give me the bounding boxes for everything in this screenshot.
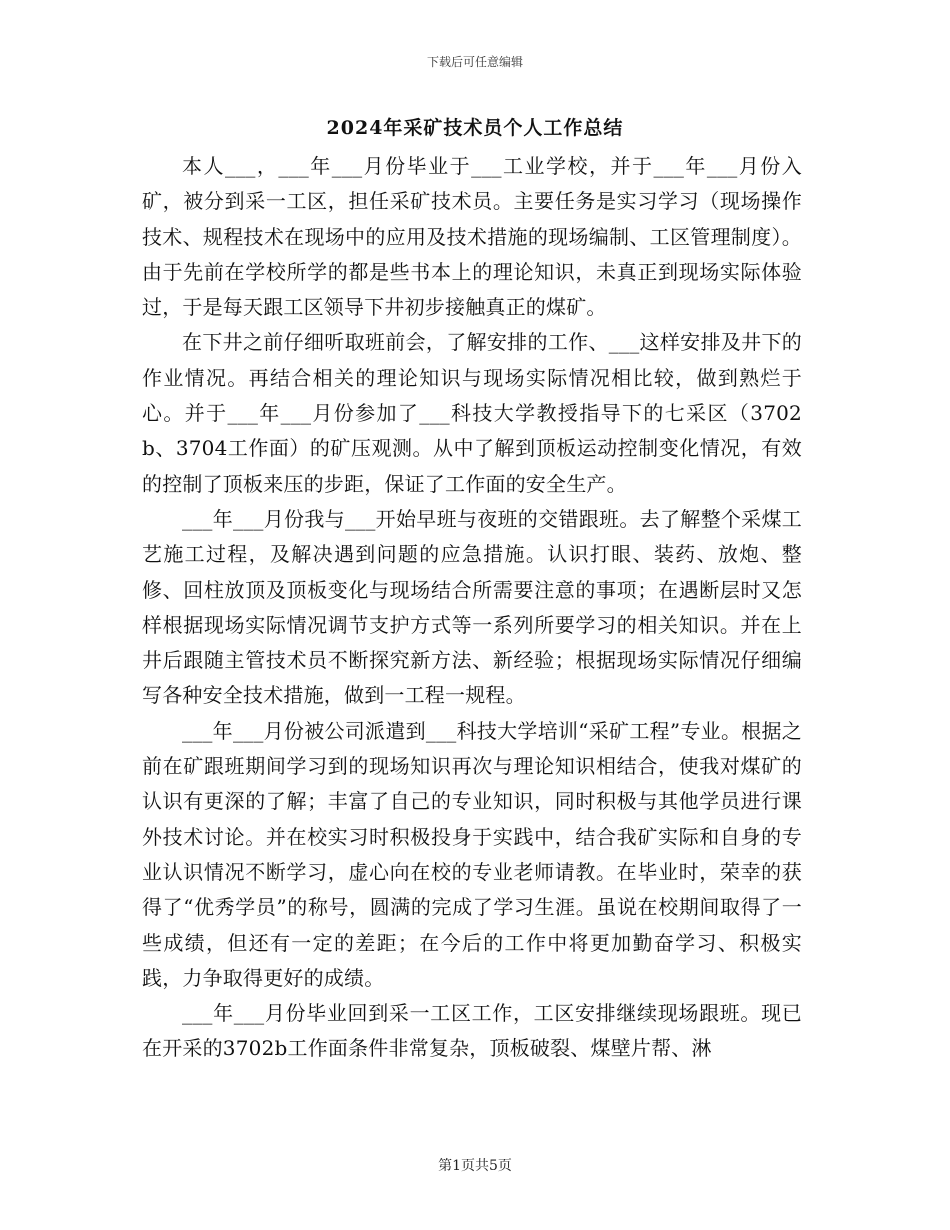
document-body <box>142 149 802 1067</box>
paragraph-3: ___年___月份我与___开始早班与夜班的交错跟班。去了解整个采煤工艺施工过程，及解决遇到问题的应急措施。认识打眼、装药、放炮、整修、回柱放顶及顶板变化与现场结合所需要注意的事项；在遇断层时又怎样根据现场实际情况调节支护方式等一系列所要学习的相关知识。并在上井后跟随主管技术员不断探究新方法、新经验；根据现场实际情况仔细编写各种安全技术措施，做到一工程一规程。 <box>142 506 802 708</box>
document-title: 2024年采矿技术员个人工作总结 <box>326 117 624 139</box>
paragraph-1: 本人___，___年___月份毕业于___工业学校，并于___年___月份入矿，被分到采一工区，担任采矿技术员。主要任务是实习学习（现场操作技术、规程技术在现场中的应用及技术措施的现场编制、工区管理制度）。由于先前在学校所学的都是些书本上的理论知识，未真正到现场实际体验过，于是每天跟工区领导下井初步接触真正的煤矿。 <box>142 154 802 320</box>
header-note: 下载后可任意编辑 <box>426 55 523 69</box>
paragraph-4: ___年___月份被公司派遣到___科技大学培训“采矿工程”专业。根据之前在矿跟班期间学习到的现场知识再次与理论知识相结合，使我对煤矿的认识有更深的了解；丰富了自己的专业知识，同时积极与其他学员进行课外技术讨论。并在校实习时积极投身于实践中，结合我矿实际和自身的专业认识情况不断学习，虚心向在校的专业老师请教。在毕业时，荣幸的获得了“优秀学员”的称号，圆满的完成了学习生涯。虽说在校期间取得了一些成绩，但还有一定的差距；在今后的工作中将更加勤奋学习、积极实践，力争取得更好的成绩。 <box>142 718 802 990</box>
paragraph-2: 在下井之前仔细听取班前会，了解安排的工作、___这样安排及井下的作业情况。再结合相关的理论知识与现场实际情况相比较，做到熟烂于心。并于___年___月份参加了___科技大学教授指导下的七采区（3702b、3704工作面）的矿压观测。从中了解到顶板运动控制变化情况，有效的控制了顶板来压的步距，保证了工作面的安全生产。 <box>142 330 802 496</box>
paragraph-5: ___年___月份毕业回到采一工区工作，工区安排继续现场跟班。现已在开采的3702b工作面条件非常复杂，顶板破裂、煤壁片帮、淋 <box>142 1001 802 1061</box>
page-number: 第1页共5页 <box>438 1158 512 1174</box>
